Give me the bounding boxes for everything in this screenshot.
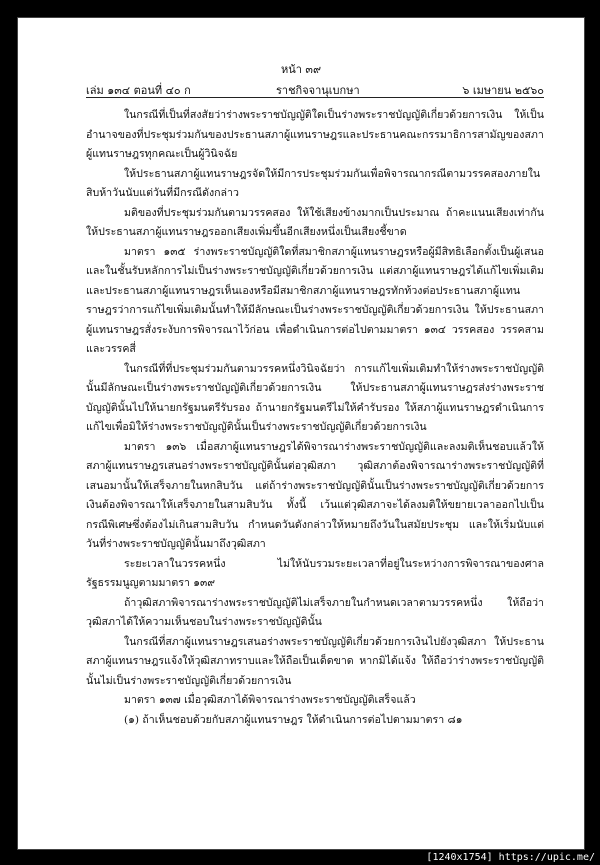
page-number: หน้า ๓๙ (280, 63, 322, 76)
section-135: มาตรา ๑๓๕ ร่างพระราชบัญญัติใดที่สมาชิกสภาผู้แทนราษฎรหรือผู้มีสิทธิเลือกตั้งเป็นผู้เสนอและในชั้นรับหลักการไม่เป็นร่างพระราชบัญญัติเกี่ยวด้วยการเงิน แต่สภาผู้แทนราษฎรได้แก้ไขเพิ่มเติมและประธานสภาผู้แทนราษฎรเห็นเองหรือมีสมาชิกสภาผู้แทนราษฎรทักท้วงต่อประธานสภาผู้แทนราษฎรว่าการแก้ไขเพิ่มเติมนั้นทำให้มีลักษณะเป็นร่างพระราชบัญญัติเกี่ยวด้วยการเงิน ให้ประธานสภาผู้แทนราษฎรสั่งระงับการพิจารณาไว้ก่อน เพื่อดำเนินการต่อไปตามมาตรา ๑๓๔ วรรคสอง วรรคสาม และวรรคสี่ (86, 245, 544, 355)
paragraph: ถ้าวุฒิสภาพิจารณาร่างพระราชบัญญัติไม่เสร็จภายในกำหนดเวลาตามวรรคหนึ่ง ให้ถือว่าวุฒิสภาได้ให้ความเห็นชอบในร่างพระราชบัญญัตินั้น (86, 596, 544, 628)
volume-issue: เล่ม ๑๓๔ ตอนที่ ๔๐ ก (86, 84, 191, 97)
publication-date: ๖ เมษายน ๒๕๖๐ (462, 84, 544, 97)
image-source-watermark: [1240x1754] https://upic.me/ (421, 850, 600, 865)
section-137: มาตรา ๑๓๗ เมื่อวุฒิสภาได้พิจารณาร่างพระราชบัญญัติเสร็จแล้ว (124, 694, 416, 706)
document-body (86, 106, 544, 730)
paragraph: ให้ประธานสภาผู้แทนราษฎรจัดให้มีการประชุมร่วมกันเพื่อพิจารณากรณีตามวรรคสองภายในสิบห้าวันนับแต่วันที่มีกรณีดังกล่าว (86, 167, 541, 199)
paragraph: ในกรณีที่ที่ประชุมร่วมกันตามวรรคหนึ่งวินิจฉัยว่า การแก้ไขเพิ่มเติมทำให้ร่างพระราชบัญญัตินั้นมีลักษณะเป็นร่างพระราชบัญญัติเกี่ยวด้วยการเงิน ให้ประธานสภาผู้แทนราษฎรส่งร่างพระราชบัญญัตินั้นไปให้นายกรัฐมนตรีรับรอง ถ้านายกรัฐมนตรีไม่ให้คำรับรอง ให้สภาผู้แทนราษฎรดำเนินการแก้ไขเพื่อมิให้ร่างพระราชบัญญัตินั้นเป็นร่างพระราชบัญญัติเกี่ยวด้วยการเงิน (86, 362, 544, 433)
list-item: (๑) ถ้าเห็นชอบด้วยกับสภาผู้แทนราษฎร ให้ดำเนินการต่อไปตามมาตรา ๘๑ (124, 713, 463, 726)
paragraph: ในกรณีที่เป็นที่สงสัยว่าร่างพระราชบัญญัติใดเป็นร่างพระราชบัญญัติเกี่ยวด้วยการเงิน ให้เป็นอำนาจของที่ประชุมร่วมกันของประธานสภาผู้แทนราษฎรและประธานคณะกรรมาธิการสามัญของสภาผู้แทนราษฎรทุกคณะเป็นผู้วินิจฉัย (86, 109, 544, 160)
paragraph: ระยะเวลาในวรรคหนึ่ง ไม่ให้นับรวมระยะเวลาที่อยู่ในระหว่างการพิจารณาของศาลรัฐธรรมนูญตามมาตรา ๑๓๙ (86, 557, 544, 589)
paragraph: มติของที่ประชุมร่วมกันตามวรรคสอง ให้ใช้เสียงข้างมากเป็นประมาณ ถ้าคะแนนเสียงเท่ากันให้ประธานสภาผู้แทนราษฎรออกเสียงเพิ่มขึ้นอีกเสียงหนึ่งเป็นเสียงชี้ขาด (86, 206, 544, 238)
document-page (17, 17, 585, 850)
paragraph: ในกรณีที่สภาผู้แทนราษฎรเสนอร่างพระราชบัญญัติเกี่ยวด้วยการเงินไปยังวุฒิสภา ให้ประธานสภาผู้แทนราษฎรแจ้งให้วุฒิสภาทราบและให้ถือเป็นเด็ดขาด หากมิได้แจ้ง ให้ถือว่าร่างพระราชบัญญัตินั้นไม่เป็นร่างพระราชบัญญัติเกี่ยวด้วยการเงิน (86, 635, 544, 687)
section-136: มาตรา ๑๓๖ เมื่อสภาผู้แทนราษฎรได้พิจารณาร่างพระราชบัญญัติและลงมติเห็นชอบแล้วให้สภาผู้แทนราษฎรเสนอร่างพระราชบัญญัตินั้นต่อวุฒิสภา วุฒิสภาต้องพิจารณาร่างพระราชบัญญัติที่เสนอมานั้นให้เสร็จภายในหกสิบวัน แต่ถ้าร่างพระราชบัญญัตินั้นเป็นร่างพระราชบัญญัติเกี่ยวด้วยการเงินต้องพิจารณาให้เสร็จภายในสามสิบวัน ทั้งนี้ เว้นแต่วุฒิสภาจะได้ลงมติให้ขยายเวลาออกไปเป็นกรณีพิเศษซึ่งต้องไม่เกินสามสิบวัน กำหนดวันดังกล่าวให้หมายถึงวันในสมัยประชุม และให้เริ่มนับแต่วันที่ร่างพระราชบัญญัตินั้นมาถึงวุฒิสภา (86, 440, 544, 550)
gazette-title: ราชกิจจานุเบกษา (276, 84, 360, 97)
header-divider (86, 97, 544, 98)
